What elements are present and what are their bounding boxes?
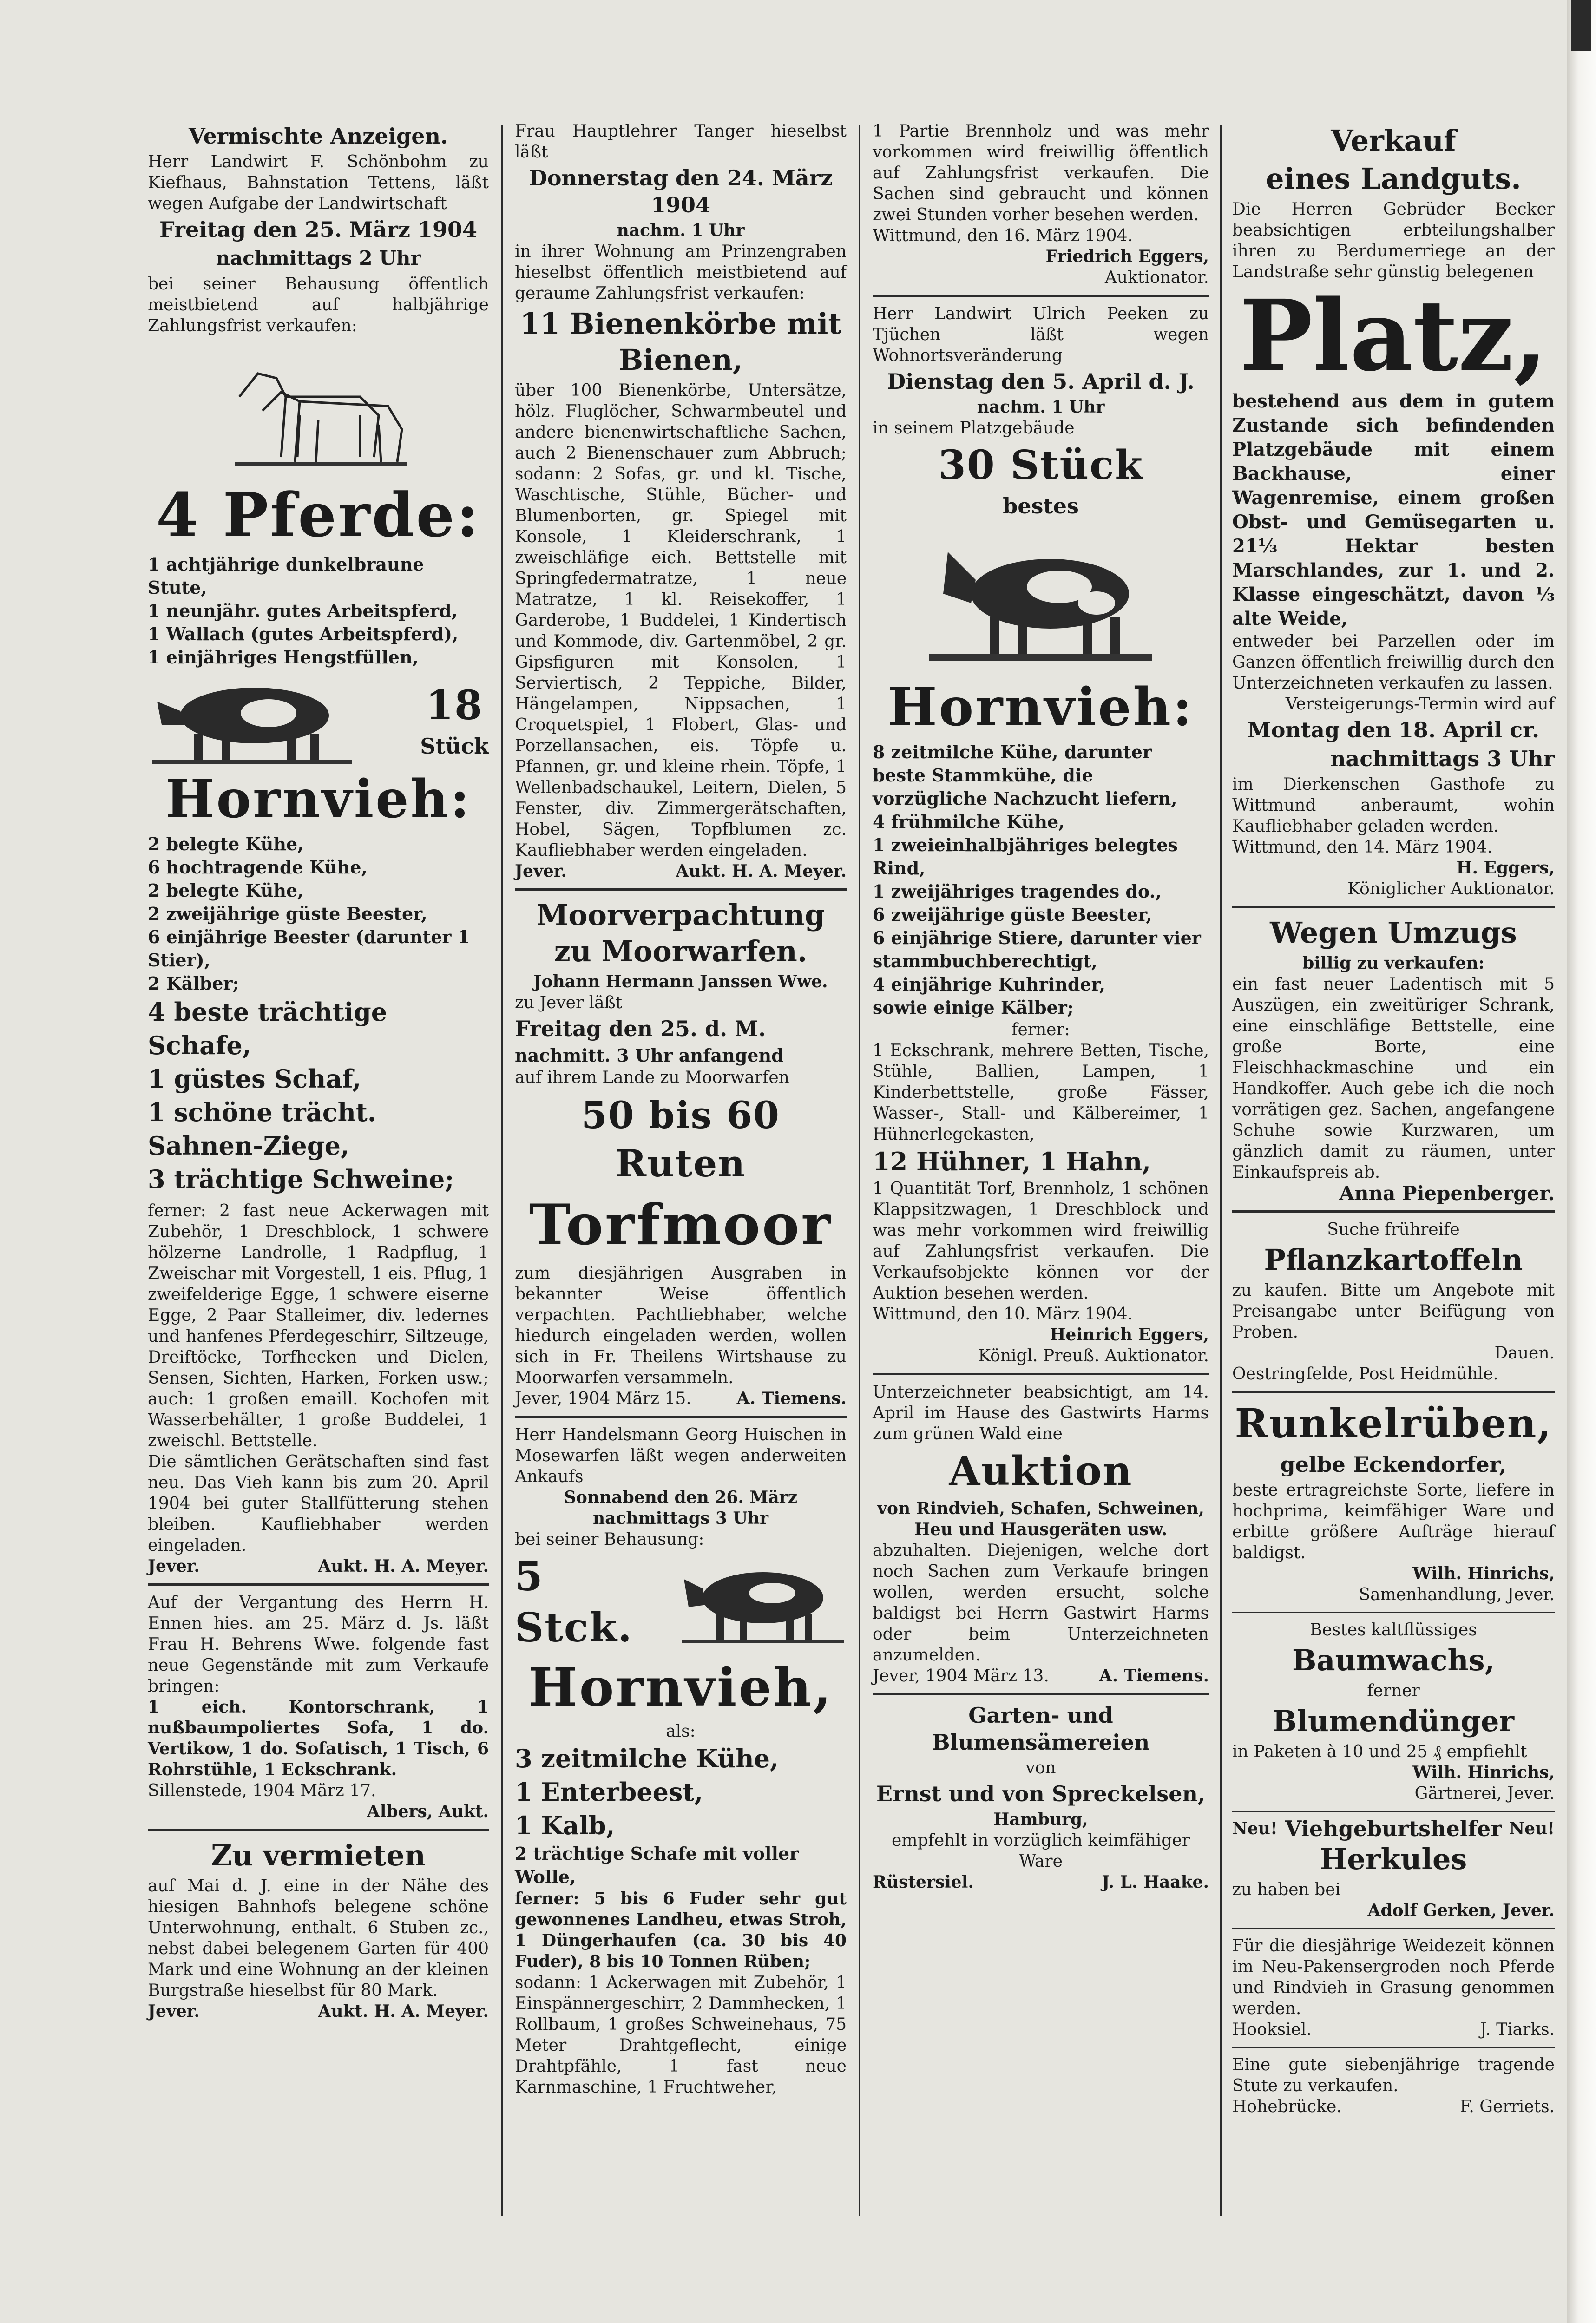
ad-text: ein fast neuer Ladentisch mit 5 Auszügen, ein zweitüriger Schrank, eine einschläfige Bettstelle, eine große Borte, eine Fleischhackmaschine und ein Handkoffer. Auch gebe ich die noch vorrätigen gez. Sachen, angefangene Schuhe sowie Kurzwaren, um gänzlich damit zu räumen, unter Einkaufspreis ab. — [1232, 975, 1555, 1182]
count-number: 18 — [426, 682, 483, 729]
list-item: 2 trächtige Schafe mit voller Wolle, — [515, 1843, 799, 1887]
ad-subheadline: gelbe Eckendorfer, — [1280, 1452, 1507, 1477]
ad-text: ferner: 2 fast neue Ackerwagen mit Zubehör, 1 Dreschblock, 1 schwere hölzerne Landrolle, 1 Radpflug, 1 Zweischar mit Vorgestell, 1 eis. Pflug, 1 zweifelderige Egge, 1 schwere eiserne Egge, 2 Paar Stalleimer, div. ledernes und hanfenes Pferdegeschirr, Siltzeuge, Dreiftöcke, Torfhecken und Dielen, Sensen, Sichten, Harken, Forken usw.; auch: 1 großen emaill. Kochofen mit Wasserbehälter, 1 große Buddelei, 1 zweischl. Bettstelle. — [148, 1201, 489, 1450]
list-item: 6 einjährige Beester (darunter 1 Stier), — [148, 926, 470, 971]
column-1 — [139, 121, 497, 2221]
ad-text: Herr Landwirt F. Schönbohm zu Kiefhaus, Bahnstation Tettens, läßt wegen Aufgabe der Landwirtschaft — [148, 152, 489, 213]
signature-place: Jever. — [515, 861, 567, 881]
ad-text: von — [1025, 1759, 1056, 1778]
list-item: 1 Enterbeest, — [515, 1777, 703, 1807]
ad-signature — [873, 1872, 1209, 1893]
ad-text: bei seiner Behausung: — [515, 1530, 704, 1549]
signature-place: Hooksiel. — [1232, 2020, 1312, 2039]
ad-time: nachmittags 2 Uhr — [216, 247, 421, 269]
signature-role: Gärtnerei, Jever. — [1414, 1784, 1555, 1803]
cattle-header — [515, 1550, 847, 1655]
ad-text: 1 Partie Brennholz und was mehr vorkommen wird freiwillig öffentlich auf Zahlungsfrist verkaufen. Die Sachen sind gebraucht und können zwei Stunden vorher besehen werden. — [873, 122, 1209, 224]
ad-time: nachm. 1 Uhr — [617, 221, 745, 240]
ad-headline: Zu vermieten — [211, 1838, 426, 1872]
divider — [873, 1373, 1209, 1375]
list-item: 6 einjährige Stiere, darunter vier stammbuchberechtigt, — [873, 927, 1201, 971]
divider — [873, 1693, 1209, 1695]
list-item: 6 zweijährige güste Beester, — [873, 904, 1152, 925]
ad-banner — [1232, 1818, 1555, 1839]
ad-text: Frau Hauptlehrer Tanger hieselbst läßt — [515, 122, 847, 162]
divider — [1232, 906, 1555, 908]
new-badge: Neu! — [1232, 1819, 1278, 1838]
ad-text: empfehlt in vorzüglich keimfähiger Ware — [892, 1831, 1190, 1871]
ox-illustration — [679, 1556, 847, 1649]
list-item: 4 frühmilche Kühe, — [873, 811, 1065, 832]
list-item: 4 einjährige Kuhrinder, — [873, 974, 1106, 995]
list-item: 1 Wallach (gutes Arbeitspferd), — [148, 623, 459, 644]
ad-signature — [148, 1556, 489, 1577]
signature-role: Auktionator. — [1104, 268, 1209, 287]
signature-name: Aukt. H. A. Meyer. — [318, 1556, 489, 1576]
ad-signature — [148, 2001, 489, 2022]
ad-date: Donnerstag den 24. März 1904 — [528, 165, 833, 217]
signature-name: Wilh. Hinrichs, — [1412, 1564, 1555, 1583]
ad-subheadline: billig zu verkaufen: — [1302, 953, 1484, 973]
list-item: 2 zweijährige güste Beester, — [148, 903, 427, 924]
new-badge: Neu! — [1509, 1819, 1555, 1838]
signature-name: J. Tiarks. — [1480, 2020, 1555, 2039]
ad-text: sodann: 1 Ackerwagen mit Zubehör, 1 Einspännergeschirr, 2 Dammhecken, 1 Rollbaum, 1 großes Schweinehaus, 75 Meter Drahtgeflecht, einige Drahtpfähle, 1 fast neue Karnmaschine, 1 Fruchtweher, — [515, 1973, 847, 2097]
ad-text: Versteigerungs-Termin wird auf — [1285, 695, 1555, 714]
divider — [1232, 1811, 1555, 1812]
signature-name: Friedrich Eggers, — [1045, 247, 1209, 266]
ad-place: Wittmund, den 16. März 1904. — [873, 226, 1133, 245]
list-item: 1 Kalb, — [515, 1811, 615, 1840]
ad-time: nachmitt. 3 Uhr anfangend — [515, 1045, 784, 1066]
list-item: 1 schöne trächt. Sahnen-Ziege, — [148, 1097, 376, 1161]
ad-company: Ernst und von Spreckelsen, — [876, 1781, 1205, 1806]
divider — [1232, 1612, 1555, 1613]
ad-text: ferner: — [1011, 1020, 1070, 1039]
signature-name: Albers, Aukt. — [367, 1802, 489, 1821]
signature-name: Wilh. Hinrichs, — [1412, 1763, 1555, 1782]
ad-date: Sonnabend den 26. März — [564, 1488, 798, 1507]
list-item: 1 neunjähr. gutes Arbeitspferd, — [148, 600, 458, 621]
ad-text: Eine gute siebenjährige tragende Stute zu verkaufen. — [1232, 2055, 1555, 2095]
ad-text: zu Jever läßt — [515, 993, 623, 1012]
signature-name: Adolf Gerken, Jever. — [1367, 1901, 1555, 1920]
divider — [148, 1829, 489, 1831]
ad-text: beste ertragreichste Sorte, liefere in hochprima, keimfähiger Ware und erbitte größere Aufträge hierauf baldigst. — [1232, 1481, 1555, 1562]
signature-name: A. Tiemens. — [1099, 1666, 1209, 1686]
ad-text: auf ihrem Lande zu Moorwarfen — [515, 1068, 789, 1087]
ad-text: Suche frühreife — [1327, 1220, 1460, 1239]
list-item: 2 belegte Kühe, — [148, 880, 304, 901]
divider — [515, 888, 847, 891]
signature-place: Jever, 1904 März 15. — [515, 1389, 691, 1408]
ad-place: Wittmund, den 14. März 1904. — [1232, 838, 1492, 857]
list-item: 1 achtjährige dunkelbraune Stute, — [148, 554, 424, 598]
ad-text: Bestes kaltflüssiges — [1310, 1621, 1477, 1640]
list-item: 3 zeitmilche Kühe, — [515, 1744, 779, 1773]
cattle-list — [515, 1742, 847, 1842]
ad-date: Dienstag den 5. April d. J. — [887, 369, 1195, 394]
ad-headline: eines Landguts. — [1266, 162, 1521, 196]
ad-text: ferner — [1367, 1681, 1420, 1700]
ad-headline: Pflanzkartoffeln — [1264, 1243, 1523, 1277]
column-3 — [864, 121, 1217, 2221]
ad-headline: Auktion — [949, 1448, 1133, 1495]
list-item: 8 zeitmilche Kühe, darunter beste Stammkühe, die vorzügliche Nachzucht liefern, — [873, 742, 1177, 809]
signature-name: J. L. Haake. — [1102, 1872, 1209, 1892]
signature-place: Rüstersiel. — [873, 1872, 974, 1892]
signature-place: Hohebrücke. — [1232, 2097, 1342, 2116]
animal-list — [148, 995, 489, 1196]
column-2 — [506, 121, 855, 2221]
ad-headline: Hornvieh, — [528, 1657, 834, 1718]
ad-headline: Baumwachs, — [1292, 1643, 1495, 1677]
signature-name: Dauen. — [1494, 1344, 1555, 1363]
list-item: 1 güstes Schaf, — [148, 1064, 361, 1094]
ad-headline: Platz, — [1239, 278, 1548, 393]
ad-text: in seinem Platzgebäude — [873, 419, 1075, 438]
signature-role: Königlicher Auktionator. — [1347, 879, 1555, 899]
column-divider — [501, 125, 503, 2216]
ad-text: Auf der Vergantung des Herrn H. Ennen hies. am 25. März d. Js. läßt Frau H. Behrens Wwe. folgende fast neue Gegenstände mit zum Verkaufe bringen: — [148, 1593, 489, 1696]
ad-headline: 12 Hühner, 1 Hahn, — [873, 1147, 1151, 1176]
ad-headline: Wegen Umzugs — [1270, 916, 1517, 950]
ad-text: Die sämtlichen Gerätschaften sind fast neu. Das Vieh kann bis zum 20. April 1904 bei guter Stallfütterung stehen bleiben. Kaufliebhaber werden eingeladen. — [148, 1452, 489, 1555]
ad-text: 1 Quantität Torf, Brennholz, 1 schönen Klappsitzwagen, 1 Dreschblock und was mehr vorkommen wird freiwillig auf Zahlungsfrist verkaufen. Die Verkaufsobjekte können vor der Auktion besehen werden. — [873, 1179, 1209, 1303]
ad-text: über 100 Bienenkörbe, Untersätze, hölz. Fluglöcher, Schwarmbeutel und andere bienenwirtschaftliche Sachen, auch 2 Bienenschauer zum Abbruch; sodann: 2 Sofas, gr. und kl. Tische, Waschtische, Stühle, Bücher- und Blumenborten, gr. Spiegel mit Konsole, 1 Kleiderschrank, 1 zweischläfige eich. Bettstelle mit Springfedermatratze, 1 neue Matratze, 1 kl. Reisekoffer, 1 Garderobe, 1 Buddelei, 1 Kindertisch und Kommode, div. Gartenmöbel, 2 gr. Gipsfiguren mit Konsolen, 1 Serviertisch, 2 Teppiche, Bilder, Hängelampen, Nippsachen, 1 Croquetspiel, 1 Flobert, Glas- und Porzellansachen, eis. Töpfe u. Pfannen, gr. und kleine rhein. Töpfe, 1 Wellenbadschaukel, Leitern, Dielen, 5 Fenster, div. Zimmergerätschaften, Hobel, Sägen, Topfblumen zc. Kaufliebhaber werden eingeladen. — [515, 381, 847, 860]
list-item: 2 Kälber; — [148, 973, 239, 994]
cow-illustration — [148, 674, 361, 767]
divider — [515, 1416, 847, 1418]
list-item: 4 beste trächtige Schafe, — [148, 997, 388, 1060]
signature-name: H. Eggers, — [1456, 858, 1555, 878]
signature-role: Samenhandlung, Jever. — [1359, 1585, 1555, 1604]
ad-date: Montag den 18. April cr. — [1247, 717, 1540, 742]
ad-text: entweder bei Parzellen oder im Ganzen öffentlich freiwillig durch den Unterzeichneten verkaufen zu lassen. — [1232, 632, 1555, 693]
count-number: 5 — [515, 1553, 544, 1600]
ad-subheadline: von Rindvieh, Schafen, Schweinen, Heu und Hausgeräten usw. — [877, 1499, 1204, 1539]
ad-items: 1 eich. Kontorschrank, 1 nußbaumpoliertes Sofa, 1 do. Vertikow, 1 do. Sofatisch, 1 Tisch, 6 Rohrstühle, 1 Eckschrank. — [148, 1697, 489, 1779]
ad-signature — [873, 1666, 1209, 1686]
list-item: 1 zweijähriges tragendes do., — [873, 881, 1162, 902]
ad-place: Sillenstede, 1904 März 17. — [148, 1781, 376, 1800]
ad-subheadline: bestes — [1003, 493, 1079, 518]
ad-text: auf Mai d. J. eine in der Nähe des hiesigen Bahnhofs belegene schöne Unterwohnung, enthalt. 6 Stuben zc., nebst dabei belegenem Garten für 400 Mark und eine Wohnung an der kleinen Burgstraße hieselbst für 80 Mark. — [148, 1877, 489, 2000]
list-item: 2 belegte Kühe, — [148, 833, 304, 854]
ad-signature — [515, 1388, 847, 1409]
binding-mark — [1571, 0, 1591, 51]
ad-date: Freitag den 25. März 1904 — [159, 217, 478, 242]
signature-name: Anna Piepenberger. — [1339, 1182, 1555, 1205]
horse-list — [148, 553, 489, 669]
signature-name: Aukt. H. A. Meyer. — [676, 861, 847, 881]
count-unit: Stück — [420, 734, 489, 759]
ad-signature — [515, 861, 847, 882]
ad-text: im Dierkenschen Gasthofe zu Wittmund anberaumt, wohin Kaufliebhaber geladen werden. — [1232, 775, 1555, 836]
ad-headline: Herkules — [1320, 1842, 1467, 1876]
ad-text: 1 Eckschrank, mehrere Betten, Tische, Stühle, Ballien, Lampen, 1 Kinderbettstelle, große Fässer, Wasser-, Stall- und Kälbereimer, 1 Hühnerlegekasten, — [873, 1041, 1209, 1144]
ad-text: ferner: 5 bis 6 Fuder sehr gut gewonnenes Landheu, etwas Stroh, 1 Düngerhaufen (ca. 30 bis 40 Fuder), 8 bis 10 Tonnen Rüben; — [515, 1889, 847, 1971]
ad-signature — [1232, 2096, 1555, 2117]
ad-text: zum diesjährigen Ausgraben in bekannter Weise öffentlich verpachten. Pachtliebhaber, welche hiedurch eingeladen werden, wollen sich in Fr. Theilens Wirtshause zu Moorwarfen versammeln. — [515, 1264, 847, 1387]
divider — [1232, 1928, 1555, 1929]
ad-headline: Garten- und Blumensämereien — [932, 1703, 1150, 1755]
ad-text: Für die diesjährige Weidezeit können im Neu-Pakensergroden noch Pferde und Rindvieh in Grasung genommen werden. — [1232, 1936, 1555, 2018]
ad-text: Unterzeichneter beabsichtigt, am 14. April im Hause des Gastwirts Harms zum grünen Wald eine — [873, 1383, 1209, 1444]
ad-text: bei seiner Behausung öffentlich meistbietend auf halbjährige Zahlungsfrist verkaufen: — [148, 275, 489, 335]
ad-time: nachm. 1 Uhr — [977, 397, 1105, 417]
ad-headline: Hornvieh: — [165, 769, 472, 830]
signature-name: Aukt. H. A. Meyer. — [318, 2001, 489, 2021]
ad-headline: 30 Stück — [938, 442, 1143, 489]
page-edge — [1567, 0, 1596, 2323]
column-divider — [859, 125, 860, 2216]
ad-text: zu haben bei — [1232, 1880, 1341, 1899]
signature-name: A. Tiemens. — [736, 1389, 847, 1408]
signature-role: Königl. Preuß. Auktionator. — [978, 1346, 1209, 1365]
horses-illustration — [221, 341, 416, 476]
ad-place: Oestringfelde, Post Heidmühle. — [1232, 1365, 1498, 1384]
divider — [1232, 2047, 1555, 2048]
ad-text: Die Herren Gebrüder Becker beabsichtigen erbteilungshalber ihren zu Berdumerriege an der Landstraße sehr günstig belegenen — [1232, 200, 1555, 282]
section-heading: Vermischte Anzeigen. — [189, 124, 448, 149]
divider — [148, 1583, 489, 1586]
signature-place: Jever. — [148, 2001, 200, 2021]
signature-place: Jever. — [148, 1556, 200, 1576]
ad-headline: Torfmoor — [529, 1192, 833, 1258]
ad-signature — [1232, 2019, 1555, 2040]
ad-text: in Paketen à 10 und 25 ₰ empfiehlt — [1232, 1742, 1527, 1761]
divider — [1232, 1391, 1555, 1393]
ad-place: Wittmund, den 10. März 1904. — [873, 1305, 1133, 1324]
column-divider — [1220, 125, 1222, 2216]
ad-headline: Moorverpachtung zu Moorwarfen. — [536, 898, 825, 968]
count-unit: Stck. — [515, 1604, 633, 1651]
signature-place: Jever, 1904 März 13. — [873, 1667, 1049, 1686]
cattle-header — [148, 674, 489, 767]
list-item: 6 hochtragende Kühe, — [148, 857, 368, 878]
ad-text: Herr Landwirt Ulrich Peeken zu Tjüchen läßt wegen Wohnortsveränderung — [873, 304, 1209, 365]
ad-owner: Johann Hermann Janssen Wwe. — [533, 972, 828, 991]
list-item: sowie einige Kälber; — [873, 997, 1074, 1018]
divider — [873, 295, 1209, 297]
list-item: 1 zweieinhalbjähriges belegtes Rind, — [873, 834, 1178, 879]
ad-headline: Hornvieh: — [887, 677, 1194, 738]
ad-date: Freitag den 25. d. M. — [515, 1016, 766, 1041]
ad-headline: Runkelrüben, — [1235, 1400, 1552, 1447]
cattle-list — [148, 833, 489, 995]
ad-time: nachmittags 3 Uhr — [592, 1509, 769, 1528]
list-item: 1 einjähriges Hengstfüllen, — [148, 647, 419, 668]
ad-time: nachmittags 3 Uhr — [1330, 746, 1555, 771]
cattle-list — [873, 741, 1209, 1019]
ad-text: bestehend aus dem in gutem Zustande sich befindenden Platzgebäude mit einem Backhause, einer Wagenremise, einem großen Obst- und Gemüsegarten u. 21⅓ Hektar besten Marschlandes, zur 1. und 2. Klasse eingeschätzt, davon ⅓ alte Weide, — [1232, 390, 1555, 630]
ad-headline: Blumendünger — [1272, 1704, 1515, 1738]
signature-name: Heinrich Eggers, — [1050, 1325, 1209, 1345]
ad-text: Herr Handelsmann Georg Huischen in Mosewarfen läßt wegen anderweiten Ankaufs — [515, 1425, 847, 1486]
ad-text: abzuhalten. Diejenigen, welche dort noch Sachen zum Verkaufe bringen wollen, werden ersucht, solche baldigst bei Herrn Gastwirt Harms oder beim Unterzeichneten anzumelden. — [873, 1541, 1209, 1665]
ad-headline: Verkauf — [1331, 124, 1456, 157]
ad-city: Hamburg, — [993, 1810, 1088, 1829]
list-item: 3 trächtige Schweine; — [148, 1164, 454, 1194]
signature-name: F. Gerriets. — [1460, 2097, 1555, 2116]
column-4 — [1224, 121, 1563, 2221]
ad-headline: Viehgeburtshelfer — [1285, 1816, 1502, 1841]
divider — [1232, 1210, 1555, 1213]
ad-headline: 11 Bienenkörbe mit Bienen, — [519, 307, 842, 377]
cow-illustration — [920, 524, 1162, 673]
ad-text: in ihrer Wohnung am Prinzengraben hieselbst öffentlich meistbietend auf geraume Zahlungsfrist verkaufen: — [515, 242, 847, 303]
ad-headline: 4 Pferde: — [156, 479, 481, 551]
ad-headline: 50 bis 60 Ruten — [581, 1093, 780, 1185]
ad-text: als: — [666, 1722, 696, 1741]
ad-text: zu kaufen. Bitte um Angebote mit Preisangabe unter Beifügung von Proben. — [1232, 1281, 1555, 1342]
